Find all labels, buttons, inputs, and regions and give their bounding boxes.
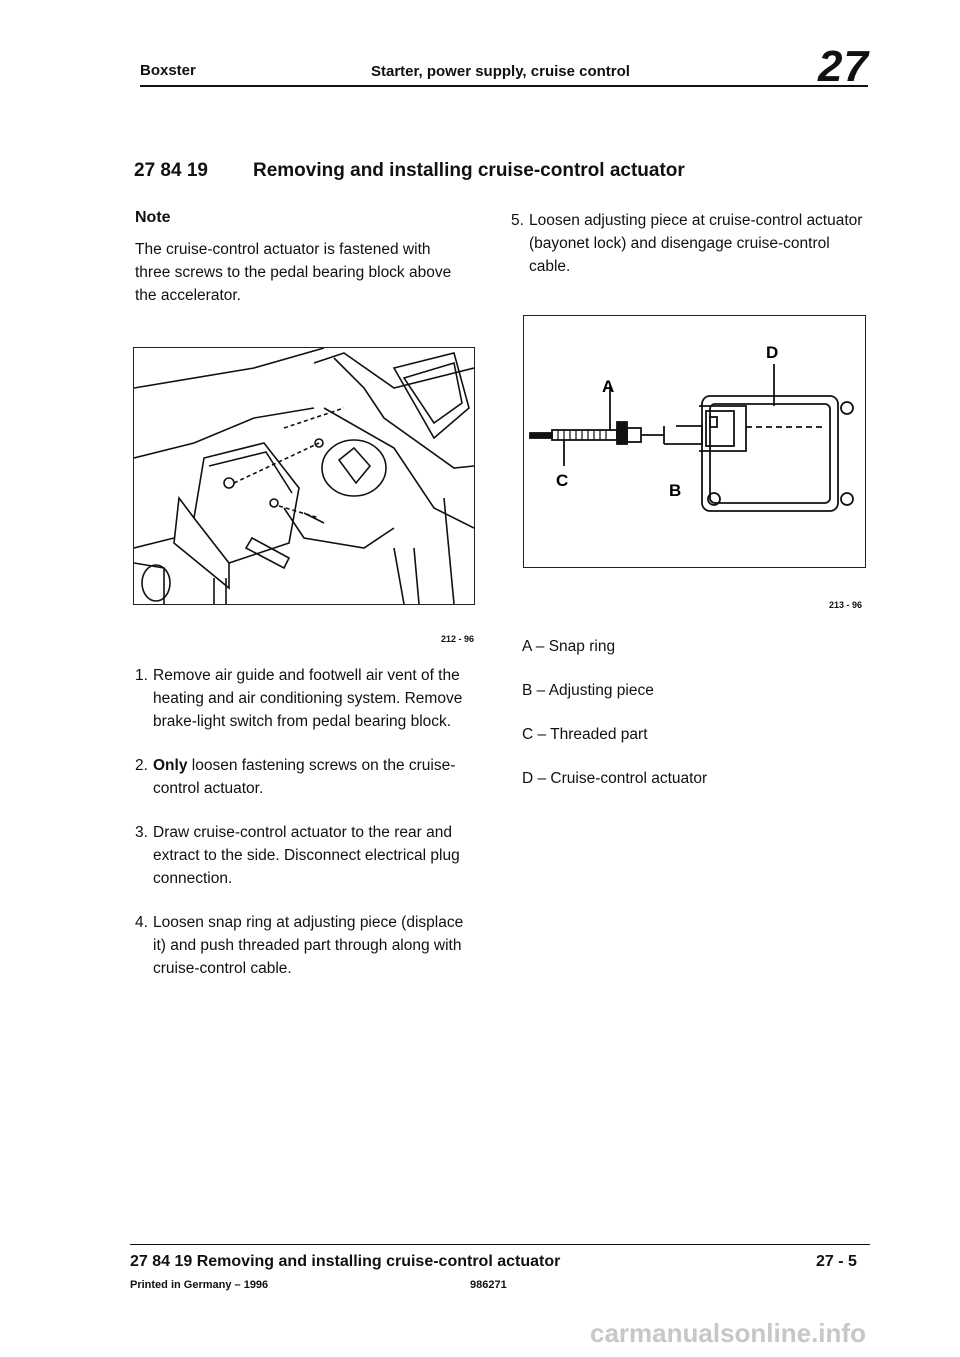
footer-title: 27 84 19 Removing and installing cruise-control actuator	[130, 1253, 561, 1270]
step-item	[135, 664, 475, 733]
step-text: Loosen adjusting piece at cruise-control actuator (bayonet lock) and disengage cruise-control cable.	[529, 212, 863, 275]
label-c: C	[556, 471, 569, 490]
step-text: Loosen snap ring at adjusting piece (displace it) and push threaded part through along with cruise-control cable.	[153, 914, 464, 977]
step-item	[135, 754, 475, 800]
label-b: B	[669, 481, 682, 500]
legend-item-d: D – Cruise-control actuator	[522, 770, 708, 787]
pedal-block-illustration	[134, 348, 474, 604]
steps-list-left	[135, 664, 475, 1001]
legend-item-b: B – Adjusting piece	[522, 682, 654, 699]
step-text: loosen fastening screws on the cruise-control actuator.	[153, 757, 456, 797]
label-a: A	[602, 377, 615, 396]
document-code: 986271	[470, 1279, 507, 1291]
section-number: 27 84 19	[134, 160, 208, 181]
printed-info: Printed in Germany – 1996	[130, 1279, 269, 1291]
footer-rule	[130, 1244, 870, 1245]
step-number: 2.	[135, 757, 148, 774]
step-number: 1.	[135, 667, 148, 684]
legend-item-c: C – Threaded part	[522, 726, 648, 743]
page-number: 27 - 5	[816, 1253, 857, 1270]
figure-legend	[522, 638, 707, 814]
chapter-title: Starter, power supply, cruise control	[371, 63, 630, 80]
note-heading: Note	[135, 209, 171, 226]
note-text: The cruise-control actuator is fastened with three screws to the pedal bearing block above the accelerator.	[135, 241, 452, 304]
legend-item-a: A – Snap ring	[522, 638, 616, 655]
chapter-number: 27	[818, 42, 869, 91]
step-emphasis: Only	[153, 757, 188, 774]
figure-actuator-mounting	[133, 347, 475, 605]
figure1-caption: 212 - 96	[441, 634, 475, 644]
watermark: carmanualsonline.info	[590, 1318, 866, 1348]
figure-actuator-diagram	[523, 315, 866, 568]
header-rule	[140, 85, 868, 87]
step-item	[511, 209, 871, 278]
step-item	[135, 821, 475, 890]
step-number: 4.	[135, 914, 148, 931]
label-d: D	[766, 343, 779, 362]
step-text: Draw cruise-control actuator to the rear and extract to the side. Disconnect electrical plug connection.	[153, 824, 460, 887]
step-number: 3.	[135, 824, 148, 841]
model-name: Boxster	[140, 62, 196, 79]
steps-list-right	[511, 209, 871, 299]
step-text: Remove air guide and footwell air vent of the heating and air conditioning system. Remove brake-light switch from pedal bearing block.	[153, 667, 463, 730]
section-title: Removing and installing cruise-control actuator	[253, 160, 685, 181]
figure2-caption: 213 - 96	[829, 600, 863, 610]
step-item	[135, 911, 475, 980]
actuator-cable-diagram	[524, 316, 865, 567]
step-number: 5.	[511, 212, 524, 229]
